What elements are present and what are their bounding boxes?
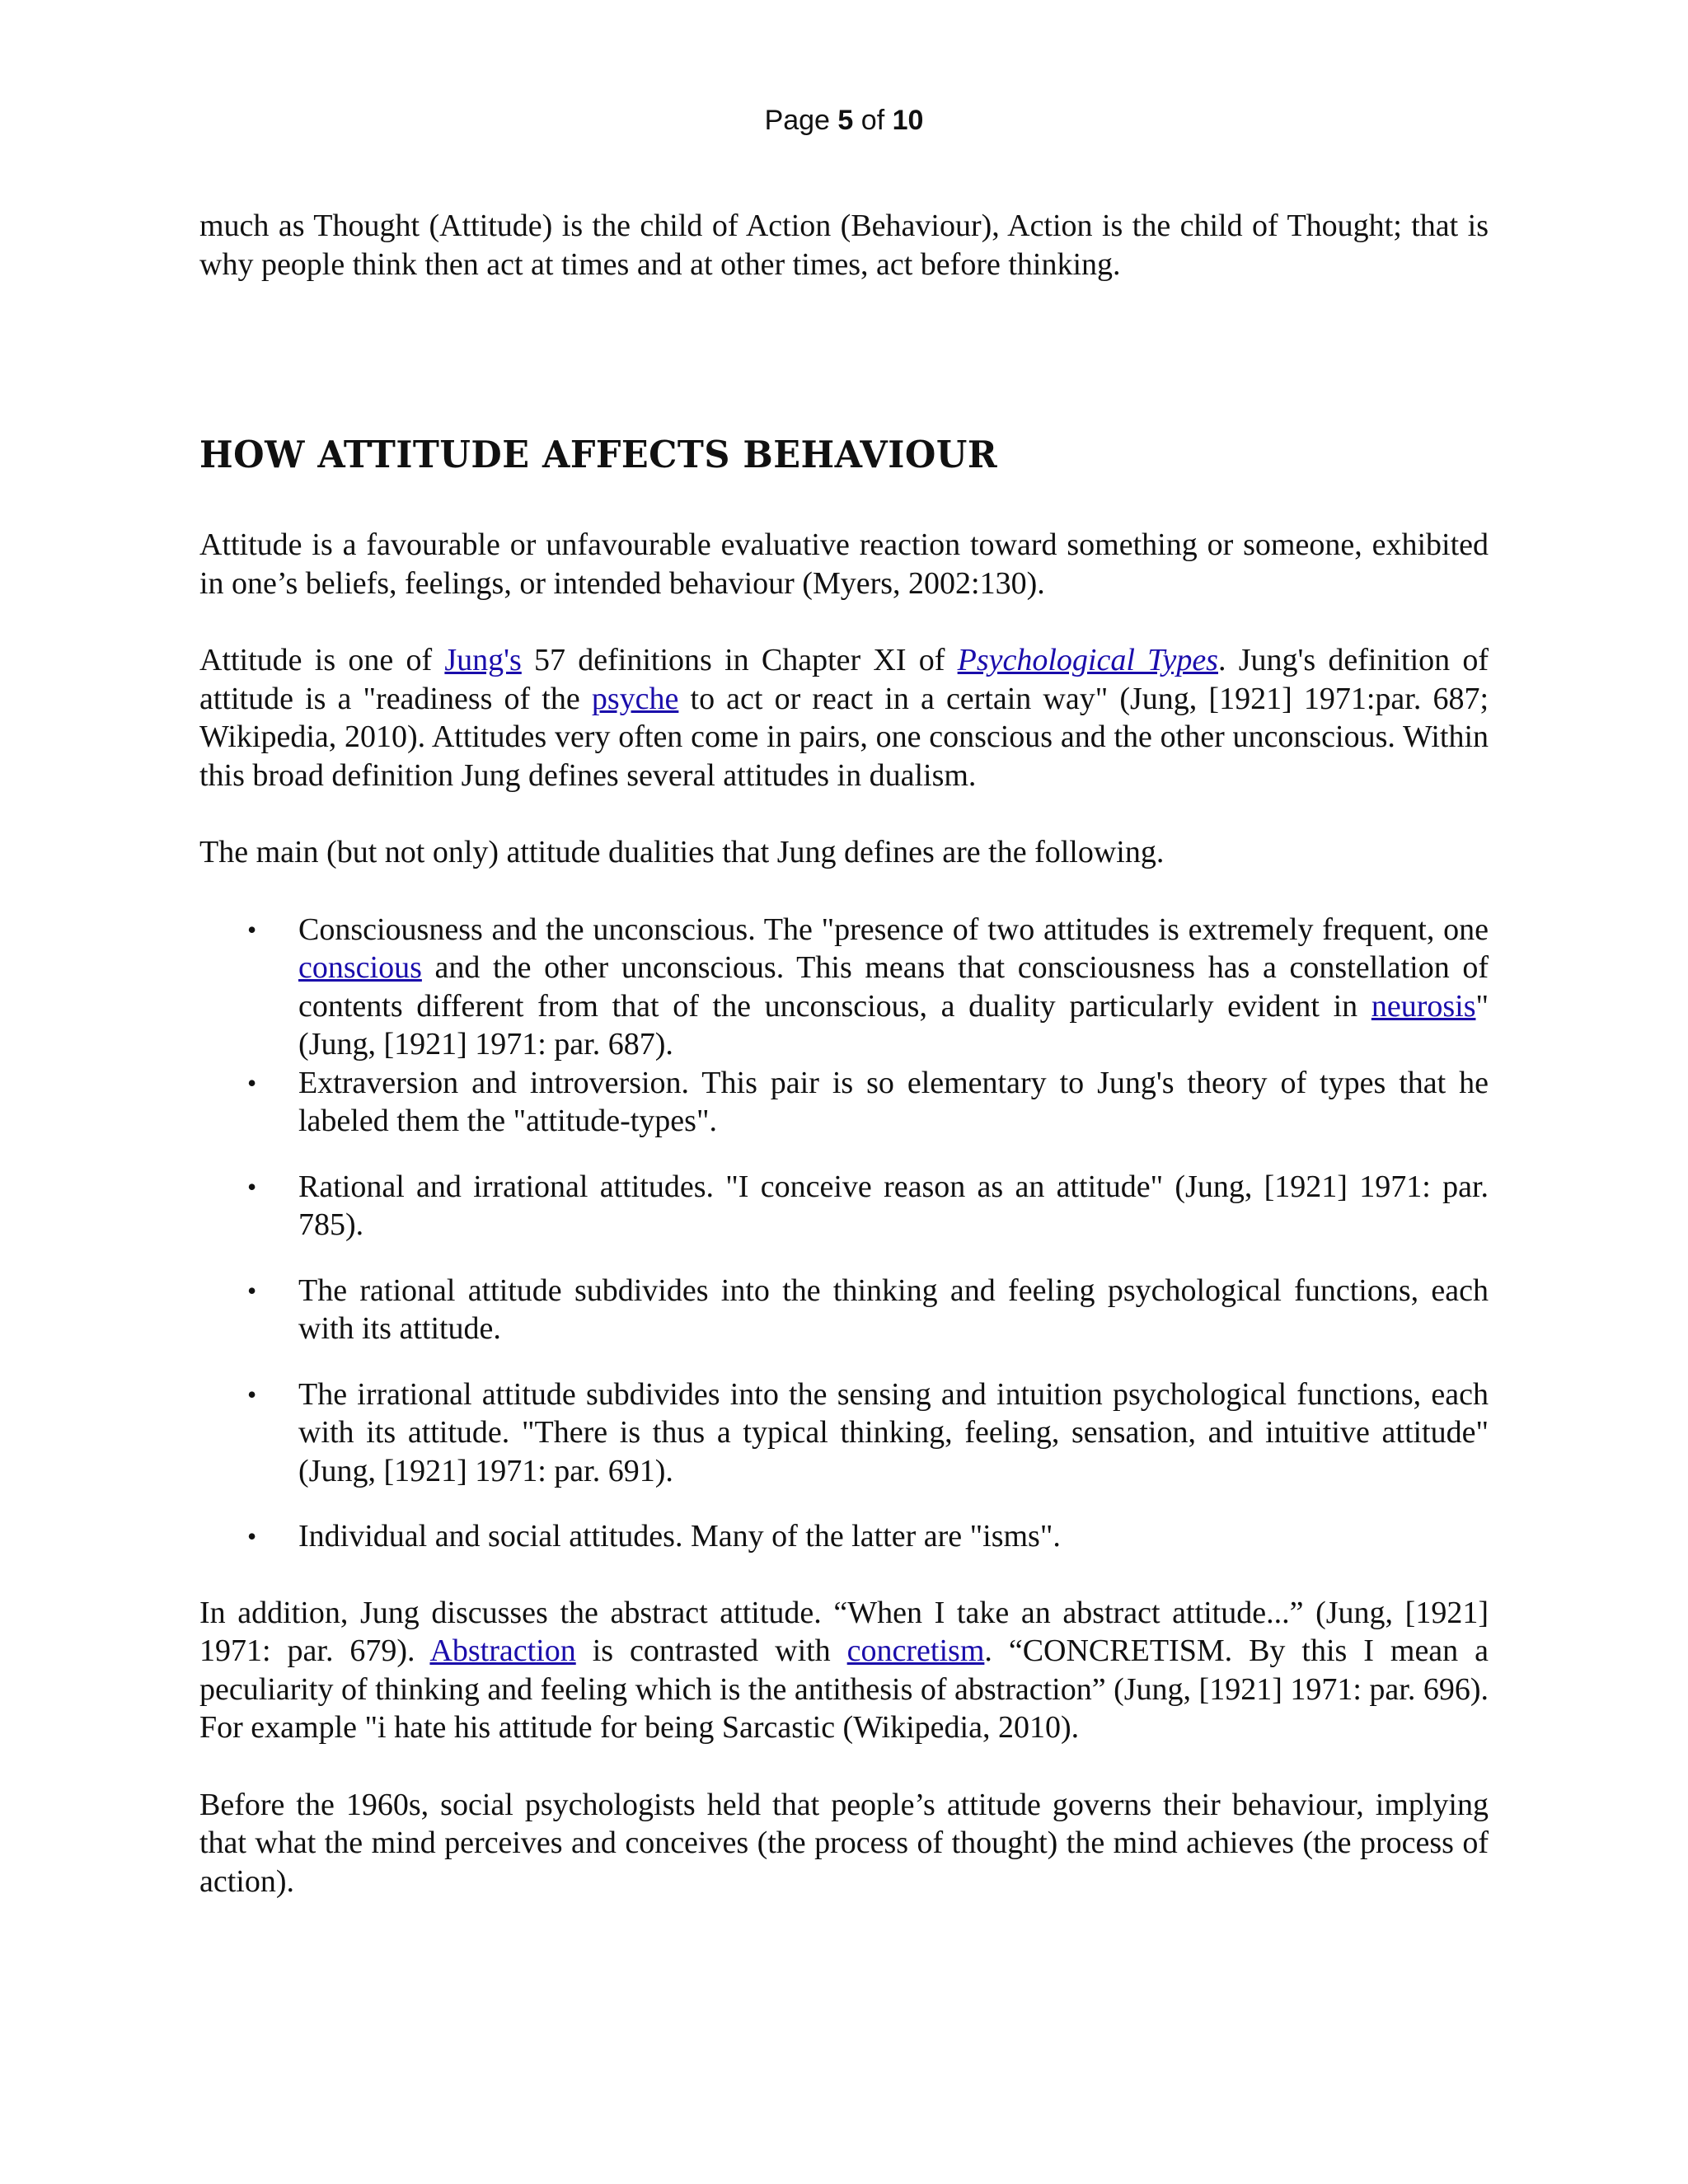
document-body — [199, 207, 1489, 1900]
section-heading: HOW ATTITUDE AFFECTS BEHAVIOUR — [199, 434, 998, 477]
list-item: • The irrational attitude subdivides into the sensing and intuition psychological functions, each with its attitude. "There is thus a typical thinking, feeling, sensation, and intuitive attitude" (Jung, [1921] 1971: par. 691). — [247, 1376, 1489, 1488]
bullet-icon: • — [247, 1275, 257, 1305]
page-label-prefix: Page — [764, 105, 838, 136]
page-current: 5 — [837, 105, 854, 136]
bullet-icon: • — [247, 914, 257, 944]
list-item: • Rational and irrational attitudes. "I conceive reason as an attitude" (Jung, [1921] 1971: par. 785). — [247, 1169, 1489, 1242]
bullet-icon: • — [247, 1171, 257, 1202]
page-label-of: of — [853, 105, 893, 136]
attitude-definition-paragraph: Attitude is a favourable or unfavourable evaluative reaction toward something or someone, exhibited in one’s beliefs, feelings, or intended behaviour (Myers, 2002:130). — [199, 527, 1489, 601]
intro-paragraph: much as Thought (Attitude) is the child of Action (Behaviour), Action is the child of Thought; that is why people think then act at times and at other times, act before thinking. — [199, 209, 1489, 282]
list-item: • Extraversion and introversion. This pair is so elementary to Jung's theory of types that he labeled them the "attitude-types". — [247, 1065, 1489, 1138]
jung-link[interactable]: Jung's — [444, 643, 522, 677]
list-item: • The rational attitude subdivides into the thinking and feeling psychological functions, each with its attitude. — [247, 1272, 1489, 1346]
psyche-link[interactable]: psyche — [591, 681, 679, 716]
conscious-link[interactable]: conscious — [298, 950, 422, 985]
list-item: • Consciousness and the unconscious. The "presence of two attitudes is extremely frequent, one conscious and the other unconscious. This means that consciousness has a constellation of contents different from that of the unconscious, a duality particularly evident in neurosis" (Jung, [1921] 1971: par. 687). — [247, 912, 1489, 1062]
bullet-icon: • — [247, 1067, 257, 1098]
list-item: • Individual and social attitudes. Many of the latter are "isms". — [199, 1517, 1489, 1556]
abstraction-link[interactable]: Abstraction — [429, 1633, 576, 1668]
psychological-types-link[interactable]: Psychological Types — [957, 643, 1218, 677]
bullet-icon: • — [247, 1521, 257, 1551]
dualities-list — [199, 911, 1489, 1556]
before-1960s-paragraph: Before the 1960s, social psychologists held that people’s attitude governs their behaviour, implying that what the mind perceives and conceives (the process of thought) the mind achieves (the process of action). — [199, 1787, 1489, 1899]
bullet-icon: • — [247, 1379, 257, 1409]
jung-definition-paragraph: Attitude is one of Jung's 57 definitions in Chapter XI of Psychological Types. Jung's definition of attitude is a "readiness of the psyche to act or react in a certain way" (Jung, [1921] 1971:par. 687; Wikipedia, 2010). Attitudes very often come in pairs, one conscious and the other unconscious. Within this broad definition Jung defines several attitudes in dualism. — [199, 643, 1489, 793]
concretism-link[interactable]: concretism — [846, 1633, 985, 1668]
abstract-attitude-paragraph: In addition, Jung discusses the abstract attitude. “When I take an abstract attitude...” (Jung, [1921] 1971: par. 679). Abstraction is contrasted with concretism. “CONCRETISM. By this I mean a peculiarity of thinking and feeling which is the antithesis of abstraction” (Jung, [1921] 1971: par. 696). For example "i hate his attitude for being Sarcastic (Wikipedia, 2010). — [199, 1595, 1489, 1745]
page-total: 10 — [892, 105, 924, 136]
neurosis-link[interactable]: neurosis — [1371, 988, 1476, 1024]
dualities-intro-paragraph: The main (but not only) attitude dualities that Jung defines are the following. — [199, 835, 1165, 869]
page-number-header — [0, 101, 1688, 140]
